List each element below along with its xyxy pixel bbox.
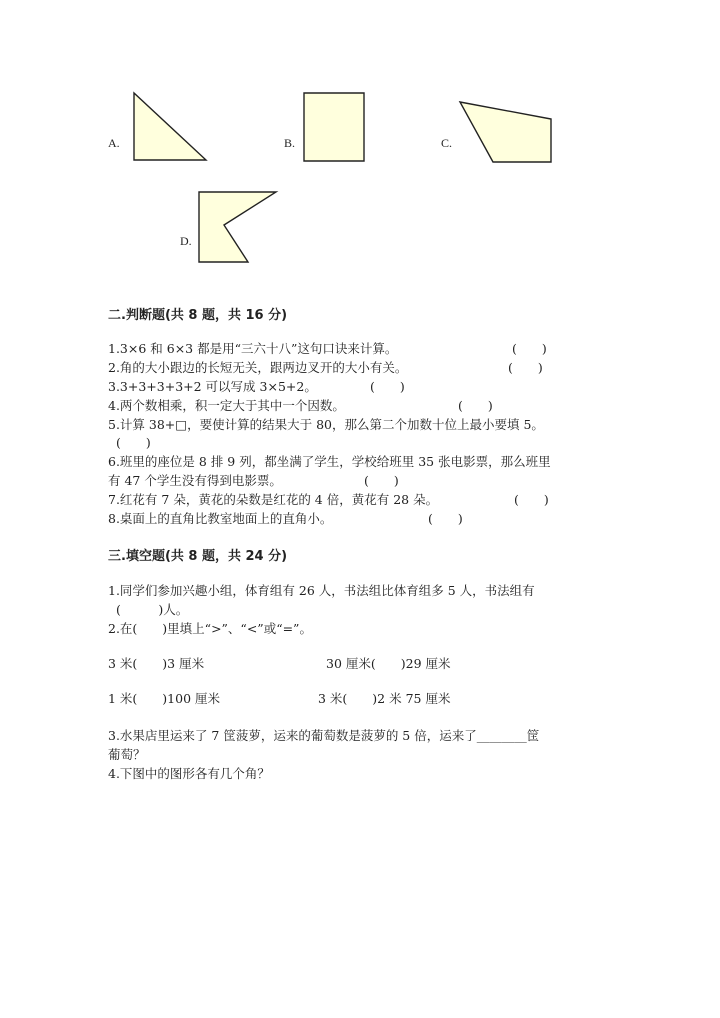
fill-question-1-line1: 1.同学们参加兴趣小组，体育组有 26 人，书法组比体育组多 5 人，书法组有 [108, 583, 535, 598]
shape-d-pentagon [0, 0, 720, 300]
fill-question-1-line2[interactable]: ( )人。 [116, 602, 189, 617]
fill-question-3-line1[interactable]: 3.水果店里运来了 7 筐菠萝，运来的葡萄数是菠萝的 5 倍，运来了________筐 [108, 728, 540, 743]
judge-answer-paren-4[interactable]: ( ) [458, 398, 493, 413]
compare-item-4[interactable]: 3 米( )2 米 75 厘米 [318, 691, 451, 706]
judge-question-6-line1: 6.班里的座位是 8 排 9 列，都坐满了学生，学校给班里 35 张电影票，那么班里 [108, 454, 551, 469]
fill-question-2: 2.在( )里填上“>”、“<”或“=”。 [108, 621, 312, 636]
judge-question-7: 7.红花有 7 朵，黄花的朵数是红花的 4 倍，黄花有 28 朵。 [108, 492, 439, 507]
judge-answer-paren-6[interactable]: ( ) [364, 473, 399, 488]
section-3-title: 三.填空题(共 8 题，共 24 分) [108, 549, 288, 564]
judge-question-1: 1.3×6 和 6×3 都是用“三六十八”这句口诀来计算。 [108, 341, 398, 356]
shape-c-label: C. [441, 136, 453, 150]
fill-question-4: 4.下图中的图形各有几个角？ [108, 766, 270, 781]
judge-question-3: 3.3+3+3+3+2 可以写成 3×5+2。 [108, 379, 317, 394]
shape-b-label: B. [284, 136, 296, 150]
compare-item-3[interactable]: 1 米( )100 厘米 [108, 691, 221, 706]
judge-answer-paren-7[interactable]: ( ) [514, 492, 549, 507]
compare-item-2[interactable]: 30 厘米( )29 厘米 [326, 656, 451, 671]
judge-answer-paren-2[interactable]: ( ) [508, 360, 543, 375]
shape-a-label: A. [108, 136, 120, 150]
judge-question-8: 8.桌面上的直角比教室地面上的直角小。 [108, 511, 333, 526]
judge-question-2: 2.角的大小跟边的长短无关，跟两边叉开的大小有关。 [108, 360, 408, 375]
judge-question-5: 5.计算 38+□，要使计算的结果大于 80，那么第二个加数十位上最小要填 5。 [108, 417, 544, 432]
compare-item-1[interactable]: 3 米( )3 厘米 [108, 656, 205, 671]
judge-question-6-line2: 有 47 个学生没有得到电影票。 [108, 473, 282, 488]
judge-question-4: 4.两个数相乘，积一定大于其中一个因数。 [108, 398, 345, 413]
judge-answer-paren-1[interactable]: ( ) [512, 341, 547, 356]
shape-d-label: D. [180, 234, 192, 248]
judge-answer-paren-5[interactable]: ( ) [116, 435, 151, 450]
fill-question-3-line2: 葡萄？ [108, 747, 146, 762]
judge-answer-paren-8[interactable]: ( ) [428, 511, 463, 526]
section-2-title: 二.判断题(共 8 题，共 16 分) [108, 308, 288, 323]
judge-answer-paren-3[interactable]: ( ) [370, 379, 405, 394]
